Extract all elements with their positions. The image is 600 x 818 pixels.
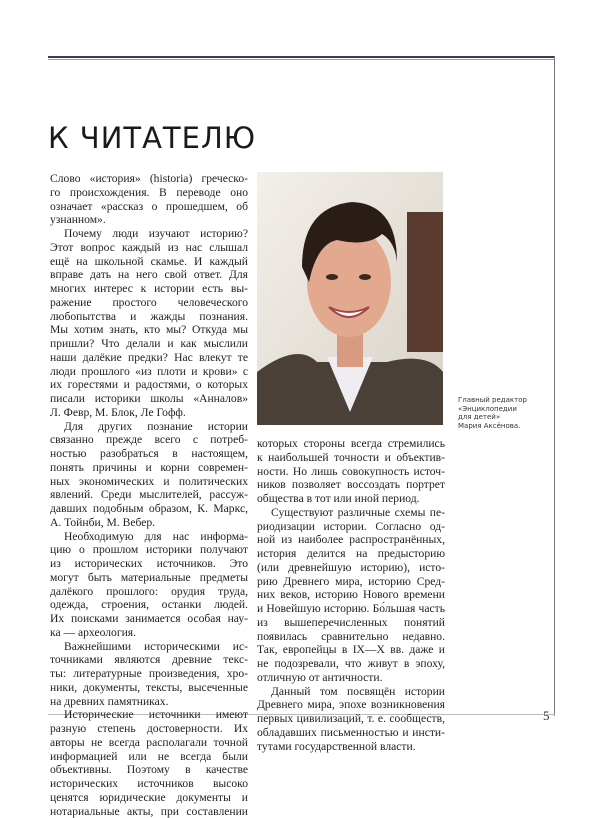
paragraph xyxy=(257,506,445,685)
text-line: исторических источников высоко xyxy=(50,777,248,791)
text-line: явлений. Среди мыслителей, рассуж- xyxy=(50,488,248,502)
top-rule-thin xyxy=(48,59,555,60)
text-line: обладавших письменностью и инсти- xyxy=(257,726,445,740)
text-line: их горестями и радостями, о которых xyxy=(50,378,248,392)
page-title: К ЧИТАТЕЛЮ xyxy=(48,121,256,155)
editor-portrait-photo xyxy=(257,172,443,425)
text-line: на древних памятниках. xyxy=(50,695,248,709)
text-line: Их поисками занимается особая нау- xyxy=(50,612,248,626)
text-line: Исторические источники имеют xyxy=(50,708,248,722)
text-line: Для других познание истории xyxy=(50,420,248,434)
text-line: любопытства и жажды познания. xyxy=(50,310,248,324)
text-line: риодизации истории. Согласно од- xyxy=(257,520,445,534)
text-line: го происхождения. В переводе оно xyxy=(50,186,248,200)
text-line: многих интерес к истории есть вы- xyxy=(50,282,248,296)
text-line: к наибольшей точности и объектив- xyxy=(257,451,445,465)
paragraph xyxy=(257,437,445,506)
paragraph xyxy=(50,227,248,420)
text-line: история делится на предысторию xyxy=(257,547,445,561)
text-line: (или древнейшую историю), исто- xyxy=(257,561,445,575)
text-line: них веков, историю Нового времени xyxy=(257,588,445,602)
caption-line: Главный редактор xyxy=(458,396,527,405)
caption-line: «Энциклопедии xyxy=(458,405,527,414)
text-line: вправе дать на него свой ответ. Для xyxy=(50,268,248,282)
text-line: ещё на школьной скамье. И каждый xyxy=(50,255,248,269)
text-line: Почему люди изучают историю? xyxy=(50,227,248,241)
page-number: 5 xyxy=(543,708,550,724)
photo-caption xyxy=(458,396,527,430)
text-line: могут быть материальные предметы xyxy=(50,571,248,585)
text-line: ты: литературные произведения, хро- xyxy=(50,667,248,681)
text-line: ных экономических и политических xyxy=(50,475,248,489)
text-line: давших подобным образом, К. Маркс, xyxy=(50,502,248,516)
text-line: далёкого прошлого: орудия труда, xyxy=(50,585,248,599)
text-line: ности. Но лишь совокупность источ- xyxy=(257,465,445,479)
text-line: Существуют различные схемы пе- xyxy=(257,506,445,520)
text-line: ражение простого человеческого xyxy=(50,296,248,310)
left-text-column xyxy=(50,172,248,818)
text-line: Л. Февр, М. Блок, Ле Гофф. xyxy=(50,406,248,420)
text-line: Мы хотим знать, кто мы? Откуда мы xyxy=(50,323,248,337)
text-line: точниками являются древние текс- xyxy=(50,653,248,667)
text-line: ностью разобраться в настоящем, xyxy=(50,447,248,461)
text-line: ценятся юридические документы и xyxy=(50,791,248,805)
text-line: люди прошлого «из плоти и крови» с xyxy=(50,365,248,379)
text-line: ка — археология. xyxy=(50,626,248,640)
text-line: общества в тот или иной период. xyxy=(257,492,445,506)
text-line: из исторических источников. Это xyxy=(50,557,248,571)
top-rule xyxy=(48,56,555,58)
text-line: Необходимую для нас информа- xyxy=(50,530,248,544)
text-line: ников позволяет воссоздать портрет xyxy=(257,478,445,492)
text-line: понять причины и корни современ- xyxy=(50,461,248,475)
text-line: пришли? Что делали и как мыслили xyxy=(50,337,248,351)
text-line: связанно прежде всего с потреб- xyxy=(50,433,248,447)
text-line: узнанном». xyxy=(50,213,248,227)
text-line: Слово «история» (historia) греческо- xyxy=(50,172,248,186)
caption-line: Мария Аксёнова. xyxy=(458,422,527,431)
text-line: Так, европейцы в IX—X вв. даже и xyxy=(257,643,445,657)
text-line: одежда, строения, останки людей. xyxy=(50,598,248,612)
text-line: отличную от античности. xyxy=(257,671,445,685)
text-line: Этот вопрос каждый из нас слышал xyxy=(50,241,248,255)
text-line: ники, документы, тексты, высеченные xyxy=(50,681,248,695)
paragraph xyxy=(50,640,248,709)
text-line: тутами государственной власти. xyxy=(257,740,445,754)
paragraph xyxy=(50,172,248,227)
text-line: информацией или не всегда были xyxy=(50,750,248,764)
text-line: которых стороны всегда стремились xyxy=(257,437,445,451)
text-line: не подозревали, что живут в эпоху, xyxy=(257,657,445,671)
text-line: А. Тойнби, М. Вебер. xyxy=(50,516,248,530)
text-line: нотариальные акты, при составлении xyxy=(50,805,248,818)
right-text-column xyxy=(257,437,445,753)
paragraph xyxy=(50,420,248,530)
paragraph xyxy=(50,708,248,818)
text-line: Данный том посвящён истории xyxy=(257,685,445,699)
paragraph xyxy=(257,685,445,754)
text-line: наши далёкие предки? Нас влекут те xyxy=(50,351,248,365)
text-line: появилась сравнительно недавно. xyxy=(257,630,445,644)
text-line: авторы не всегда располагали точной xyxy=(50,736,248,750)
caption-line: для детей» xyxy=(458,413,527,422)
text-line: первых цивилизаций, т. е. сообществ, xyxy=(257,712,445,726)
text-line: разную степень достоверности. Их xyxy=(50,722,248,736)
text-line: Важнейшими историческими ис- xyxy=(50,640,248,654)
text-line: означает «рассказ о прошедшем, об xyxy=(50,200,248,214)
text-line: и Новейшую историю. Бо́льшая часть xyxy=(257,602,445,616)
text-line: из вышеперечисленных понятий xyxy=(257,616,445,630)
text-line: писали историки школы «Анналов» xyxy=(50,392,248,406)
text-line: Древнего мира, эпохе возникновения xyxy=(257,698,445,712)
text-line: объективны. Поэтому в качестве xyxy=(50,763,248,777)
text-line: ной из наиболее распространённых, xyxy=(257,533,445,547)
right-rule xyxy=(554,56,555,716)
paragraph xyxy=(50,530,248,640)
text-line: цию о прошлом историки получают xyxy=(50,543,248,557)
text-line: рию Древнего мира, историю Сред- xyxy=(257,575,445,589)
